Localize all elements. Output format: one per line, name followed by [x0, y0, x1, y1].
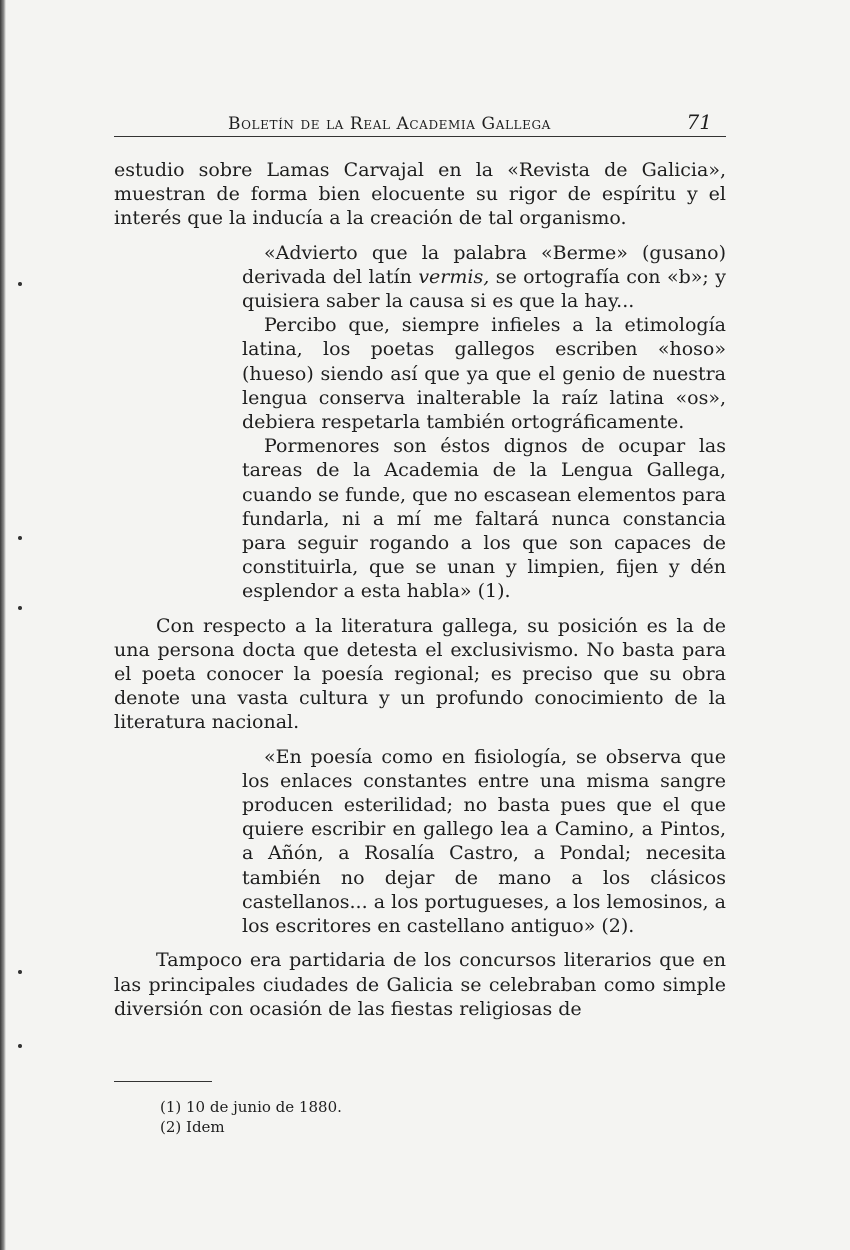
page-header [114, 108, 726, 137]
footnotes [160, 1097, 342, 1137]
page-number: 71 [686, 110, 712, 134]
scan-speck [18, 970, 22, 974]
quote-text: se ortografía con «b»; y quisiera saber la causa si es que la hay... [242, 265, 726, 313]
quote-paragraph: Pormenores son éstos dignos de ocupar las tareas de la Academia de la Lengua Gallega, cuando se funde, que no escasean elementos para fundarla, ni a mí me faltará nunca constancia para seguir rogando a los que son capaces de constituirla, que se unan y limpien, fijen y dén esplendor a esta habla» (1). [242, 435, 726, 603]
scan-speck [18, 606, 22, 610]
scan-speck [18, 282, 22, 286]
main-text [114, 158, 726, 1021]
paragraph: estudio sobre Lamas Carvajal en la «Revista de Galicia», muestran de forma bien elocuente su rigor de espíritu y el interés que la inducía a la creación de tal organismo. [114, 159, 726, 230]
block-quote [242, 241, 726, 604]
quote-text: «Advierto que la palabra «Berme» (gusano) derivada del latín [242, 241, 726, 288]
scan-speck [18, 536, 22, 540]
page-edge-shadow [0, 0, 6, 1250]
running-head: Boletín de la Real Academia Gallega [228, 114, 551, 134]
footnote-divider [114, 1081, 212, 1082]
footnote: (1) 10 de junio de 1880. [160, 1098, 342, 1116]
latin-term: vermis, [418, 265, 490, 288]
paragraph: Tampoco era partidaria de los concursos literarios que en las principales ciudades de Galicia se celebraban como simple diversión con ocasión de las fiestas religiosas de [114, 949, 726, 1020]
block-quote [242, 745, 726, 939]
quote-paragraph [242, 241, 726, 314]
footnote: (2) Idem [160, 1118, 225, 1136]
scan-speck [18, 1044, 22, 1048]
paragraph: Con respecto a la literatura gallega, su posición es la de una persona docta que detesta el exclusivismo. No basta para el poeta conocer la poesía regional; es preciso que su obra denote una vasta cultura y un profundo conocimiento de la literatura nacional. [114, 614, 726, 734]
quote-paragraph: Percibo que, siempre infieles a la etimología latina, los poetas gallegos escriben «hoso» (hueso) siendo así que ya que el genio de nuestra lengua conserva inalterable la raíz latina «os», debiera respetarla también ortográficamente. [242, 314, 726, 434]
quote-paragraph: «En poesía como en fisiología, se observa que los enlaces constantes entre una misma sangre producen esterilidad; no basta pues que el que quiere escribir en gallego lea a Camino, a Pintos, a Añón, a Rosalía Castro, a Pondal; necesita también no dejar de mano a los clásicos castellanos... a los portugueses, a los lemosinos, a los escritores en castellano antiguo» (2). [242, 745, 726, 938]
